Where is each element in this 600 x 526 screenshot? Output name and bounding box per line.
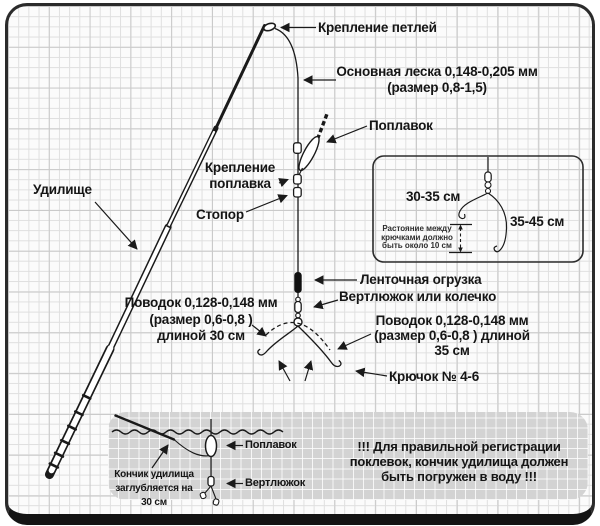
water-line [112,430,283,434]
label-inset-float: Поплавок [245,439,297,451]
label-long-leader-length: 35-45 см [510,214,565,229]
warning-2: поклевок, кончик удилища должен [349,454,569,470]
swivel-barrel [295,302,301,313]
arrow-leader-right [338,334,371,349]
label-short-leader-length: 30-35 см [406,189,461,204]
tip-loop [263,22,277,32]
label-main-line [330,64,544,96]
submerged-rod-tip [116,416,175,440]
label-leader-right-2: (размер 0,6-0,8 ) длиной [374,328,530,343]
label-swivel-or-ring: Вертлюжок или колечко [339,289,497,304]
label-float-attachment-2: поплавка [209,176,271,192]
swivel-bottom-ring [296,313,301,318]
warning-3: быть погружен в воду !!! [381,469,537,485]
label-leader-left-3: длиной 30 см [157,328,245,343]
label-main-line-1: Основная леска 0,148-0,205 мм [336,64,538,79]
label-leader-right [368,313,536,358]
label-leader-left-2: (размер 0,6-0,8 ) [149,311,253,327]
distance-note-2: крючками должно [381,232,453,242]
label-leader-right-1: Поводок 0,128-0,148 мм [375,313,529,328]
label-loop-attachment: Крепление петлей [318,20,437,35]
stopper-bead-lower [294,188,302,198]
label-tape-weight: Ленточная огрузка [360,272,482,287]
label-rod-tip-note [108,468,200,510]
label-float-attachment [198,160,282,192]
fishing-rod [50,22,277,475]
line-ring [294,318,302,326]
label-distance-note [374,225,460,251]
stopper-bead [294,143,302,154]
inset-swivel-barrel [485,172,491,182]
label-hook: Крючок № 4-6 [389,369,480,384]
label-leader-left-1: Поводок 0,128-0,148 мм [124,295,278,310]
arrow-hook [356,371,387,376]
label-leader-right-3: 35 см [434,343,470,358]
label-inset-swivel: Вертлюжок [245,477,306,489]
arrow-hook-right-up [305,361,311,381]
arrow-rod-tip [152,445,168,468]
label-main-line-2: (размер 0,8-1,5) [387,80,487,96]
tip-note-1: Кончик удилища [114,469,194,480]
arrow-rod [95,202,137,249]
tip-note-2: заглубляется на [115,483,193,494]
inset-leader-short [459,193,488,219]
label-float: Поплавок [369,118,433,133]
label-stopper: Стопор [196,207,244,222]
arrow-float [327,126,367,142]
label-warning [343,439,575,485]
inset-float-body [206,436,217,457]
label-float-attachment-1: Крепление [204,160,276,175]
distance-note-1: Растояние между [382,224,452,233]
distance-note-3: быть около 10 см [382,241,452,251]
label-rod: Удилище [33,182,92,197]
inset-swivel [208,477,214,487]
arrow-stopper [246,196,287,213]
label-leader-left [112,295,290,345]
warning-1: !!! Для правильной регистрации [357,439,561,454]
leader-right [298,326,341,367]
arrow-swivel [314,300,338,307]
float-antenna [318,114,328,139]
tape-weight [294,272,301,293]
arrow-hook-left-up [279,361,290,381]
inset-leader-long [488,193,507,252]
float-attachment-bead [294,175,302,185]
tip-note-3: 30 см [141,497,167,508]
